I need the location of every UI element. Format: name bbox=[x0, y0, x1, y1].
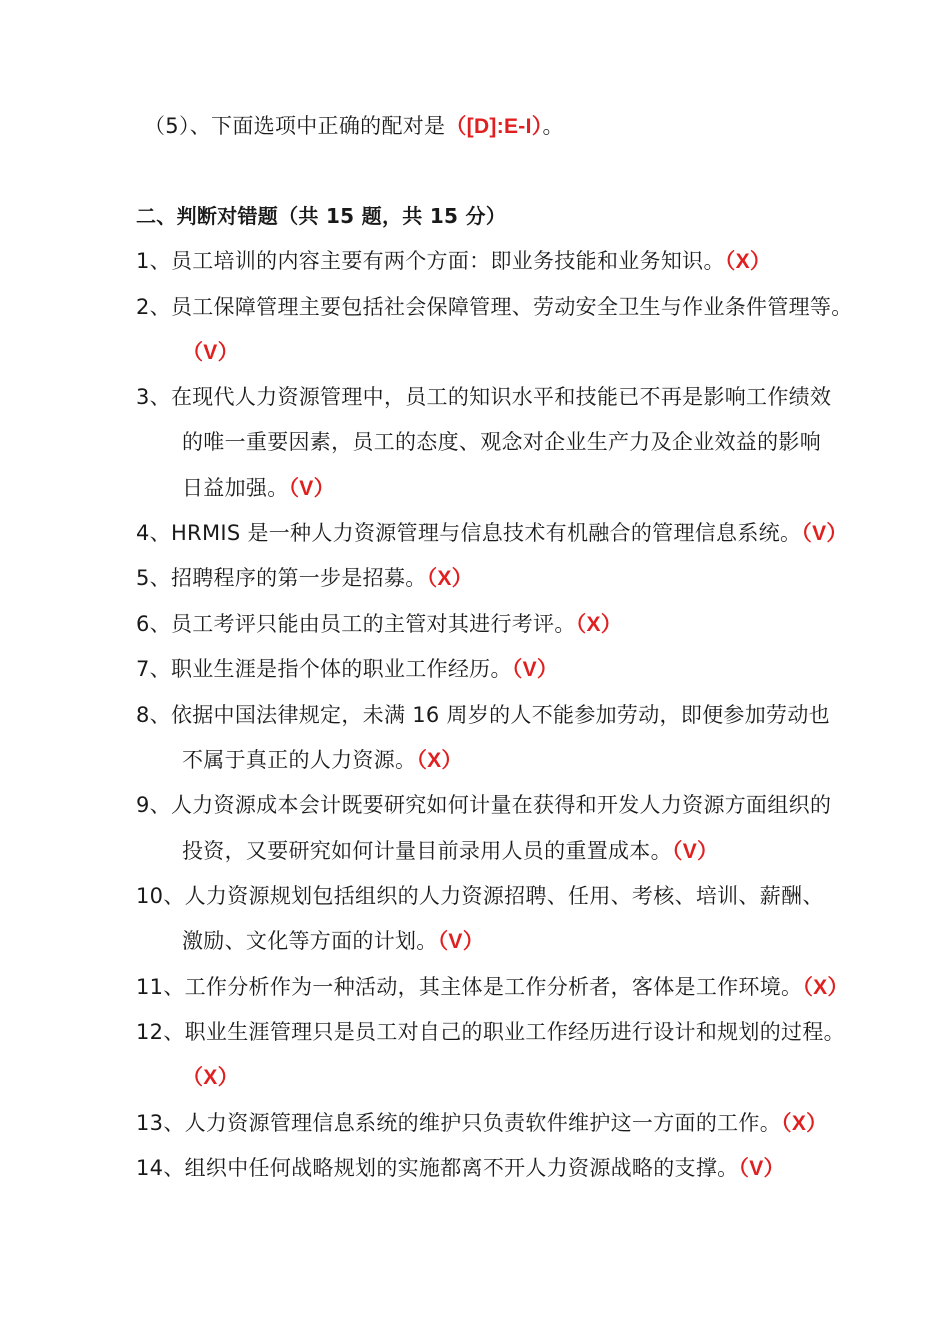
question-item bbox=[136, 654, 558, 685]
question-item bbox=[136, 292, 853, 322]
question-continuation bbox=[182, 836, 718, 867]
question-item bbox=[136, 972, 849, 1003]
question-text: 的唯一重要因素，员工的态度、观念对企业生产力及企业效益的影响 bbox=[182, 430, 821, 454]
question-text: 5、招聘程序的第一步是招募。 bbox=[136, 566, 427, 590]
question-item bbox=[136, 1017, 845, 1047]
question-item bbox=[136, 609, 622, 640]
question-item bbox=[136, 700, 830, 730]
question-text: 6、员工考评只能由员工的主管对其进行考评。 bbox=[136, 612, 576, 636]
question-item bbox=[136, 1108, 827, 1139]
question-text: （5）、下面选项中正确的配对是 bbox=[144, 114, 446, 138]
answer-mark: （V） bbox=[801, 522, 848, 545]
question-continuation bbox=[182, 337, 239, 368]
question-item bbox=[136, 1153, 785, 1184]
answer-mark: （[D]:E-I） bbox=[445, 115, 543, 138]
answer-mark: （X） bbox=[416, 749, 463, 772]
question-text: 11、工作分析作为一种活动，其主体是工作分析者，客体是工作环境。 bbox=[136, 975, 803, 999]
question-text: 2、员工保障管理主要包括社会保障管理、劳动安全卫生与作业条件管理等。 bbox=[136, 295, 853, 319]
question-text: 10、人力资源规划包括组织的人力资源招聘、任用、考核、培训、薪酬、 bbox=[136, 884, 824, 908]
question-continuation bbox=[182, 745, 463, 776]
answer-mark: （X） bbox=[781, 1112, 828, 1135]
question-text: 投资，又要研究如何计量目前录用人员的重置成本。 bbox=[182, 839, 672, 863]
question-text: 4、HRMIS 是一种人力资源管理与信息技术有机融合的管理信息系统。 bbox=[136, 521, 802, 545]
question-item bbox=[136, 563, 473, 594]
question-item bbox=[136, 518, 848, 549]
question-continuation bbox=[182, 1062, 239, 1093]
answer-mark: （X） bbox=[802, 976, 849, 999]
question-text: 激励、文化等方面的计划。 bbox=[182, 929, 438, 953]
answer-mark: （V） bbox=[511, 658, 559, 681]
answer-mark: （V） bbox=[182, 341, 239, 364]
question-item bbox=[136, 790, 831, 820]
answer-mark: （X） bbox=[182, 1066, 239, 1089]
question-text: 13、人力资源管理信息系统的维护只负责软件维护这一方面的工作。 bbox=[136, 1111, 782, 1135]
answer-mark: （V） bbox=[288, 477, 335, 500]
answer-mark: （X） bbox=[724, 250, 772, 273]
answer-mark: （V） bbox=[437, 930, 485, 953]
question-item bbox=[136, 382, 831, 412]
question-text: 9、人力资源成本会计既要研究如何计量在获得和开发人力资源方面组织的 bbox=[136, 793, 832, 817]
question-text: 日益加强。 bbox=[182, 476, 289, 500]
question-text: 7、职业生涯是指个体的职业工作经历。 bbox=[136, 657, 512, 681]
question-text: 1、员工培训的内容主要有两个方面：即业务技能和业务知识。 bbox=[136, 249, 725, 273]
question-text: 14、组织中任何战略规划的实施都离不开人力资源战略的支撑。 bbox=[136, 1156, 739, 1180]
question-continuation bbox=[182, 427, 821, 457]
question-tail: 。 bbox=[542, 114, 564, 138]
answer-mark: （X） bbox=[426, 567, 473, 590]
answer-mark: （V） bbox=[671, 840, 719, 863]
question-text: 不属于真正的人力资源。 bbox=[182, 748, 417, 772]
question-text: 3、在现代人力资源管理中，员工的知识水平和技能已不再是影响工作绩效 bbox=[136, 385, 832, 409]
answer-mark: （X） bbox=[575, 613, 623, 636]
question-continuation bbox=[182, 473, 335, 504]
question-text: 12、职业生涯管理只是员工对自己的职业工作经历进行设计和规划的过程。 bbox=[136, 1020, 845, 1044]
question-item bbox=[136, 246, 771, 277]
question-item bbox=[136, 881, 824, 911]
previous-question bbox=[144, 111, 564, 142]
section-title: 二、判断对错题（共 15 题，共 15 分） bbox=[136, 204, 507, 228]
answer-mark: （V） bbox=[738, 1157, 785, 1180]
question-continuation bbox=[182, 926, 484, 957]
question-text: 8、依据中国法律规定，未满 16 周岁的人不能参加劳动，即便参加劳动也 bbox=[136, 703, 830, 727]
